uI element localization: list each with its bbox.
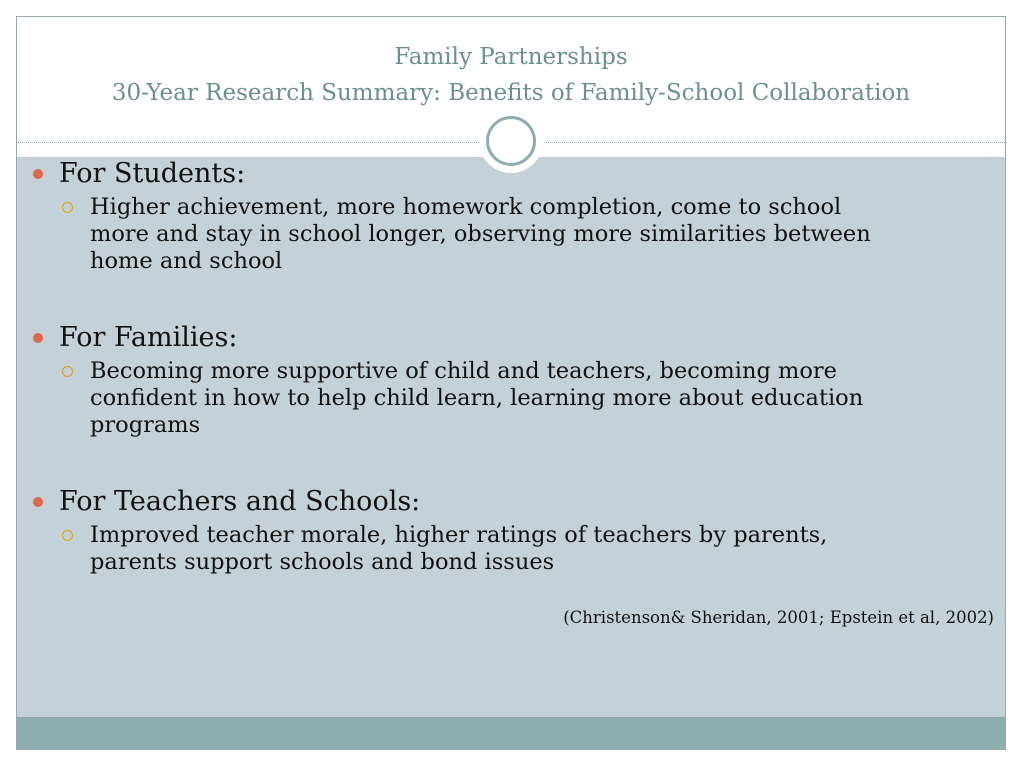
bullet-detail xyxy=(30,358,960,439)
title-line-1: Family Partnerships xyxy=(394,44,628,70)
bullet-ring-icon xyxy=(62,366,73,377)
detail-line: programs xyxy=(90,412,201,438)
heading-text: For Students: xyxy=(59,158,246,189)
detail-line: home and school xyxy=(90,248,283,274)
detail-line: Higher achievement, more homework completion, come to school xyxy=(90,194,842,220)
detail-line: Becoming more supportive of child and teachers, becoming more xyxy=(90,358,837,384)
slide-title xyxy=(17,39,1005,111)
section-families xyxy=(30,320,960,439)
bullet-ring-icon xyxy=(62,202,73,213)
bullet-heading xyxy=(30,484,960,520)
title-line-2: 30-Year Research Summary: Benefits of Family-School Collaboration xyxy=(111,80,911,106)
detail-line: parents support schools and bond issues xyxy=(90,549,555,575)
bullet-detail xyxy=(30,194,960,275)
bullet-dot-icon xyxy=(33,333,43,343)
detail-line: more and stay in school longer, observing more similarities between xyxy=(90,221,871,247)
heading-text: For Teachers and Schools: xyxy=(59,486,421,517)
detail-line: Improved teacher morale, higher ratings of teachers by parents, xyxy=(90,522,828,548)
bullet-heading xyxy=(30,320,960,356)
bullet-detail xyxy=(30,522,960,576)
heading-text: For Families: xyxy=(59,322,238,353)
section-students xyxy=(30,156,960,275)
footer-band xyxy=(17,717,1005,750)
bullet-dot-icon xyxy=(33,169,43,179)
bullet-heading xyxy=(30,156,960,192)
bullet-dot-icon xyxy=(33,497,43,507)
detail-line: confident in how to help child learn, learning more about education xyxy=(90,385,864,411)
section-teachers-schools xyxy=(30,484,960,576)
citation: (Christenson& Sheridan, 2001; Epstein et al, 2002) xyxy=(563,608,994,627)
bullet-ring-icon xyxy=(62,530,73,541)
